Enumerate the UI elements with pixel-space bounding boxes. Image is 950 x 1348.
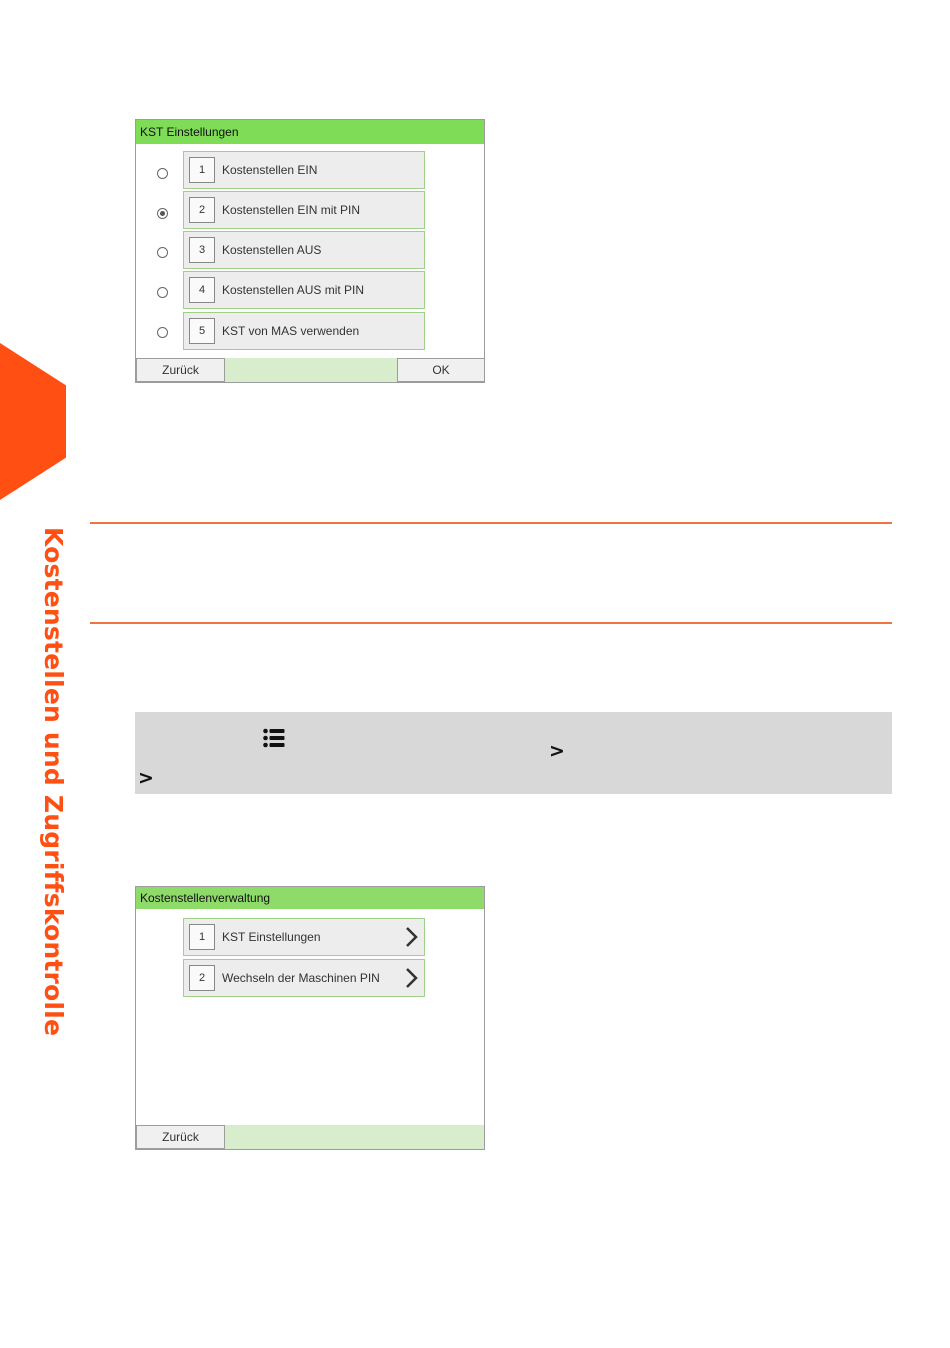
divider-bottom [90, 622, 892, 624]
path-separator: > [138, 767, 154, 789]
ok-button[interactable]: OK [397, 358, 485, 382]
option-label: Kostenstellen AUS mit PIN [222, 283, 365, 297]
menu-path-box [135, 712, 892, 794]
menu-item-machine-pin[interactable] [183, 959, 425, 997]
item-label: Wechseln der Maschinen PIN [222, 971, 380, 985]
list-menu-icon [263, 728, 285, 748]
option-label: Kostenstellen AUS [222, 243, 322, 257]
option-label: Kostenstellen EIN mit PIN [222, 203, 361, 217]
option-number: 2 [189, 197, 215, 223]
option-number: 4 [189, 277, 215, 303]
chapter-tab [0, 343, 66, 500]
chapter-title: Kostenstellen und Zugriffskontrolle [39, 527, 68, 1037]
option-kostenstellen-aus-mit-pin[interactable] [183, 271, 425, 309]
radio-option-5[interactable] [157, 327, 168, 338]
path-separator: > [549, 740, 565, 762]
option-kostenstellen-ein[interactable] [183, 151, 425, 189]
item-number: 1 [189, 924, 215, 950]
screen-title: KST Einstellungen [136, 120, 484, 144]
radio-option-1[interactable] [157, 168, 168, 179]
back-button[interactable]: Zurück [136, 358, 225, 382]
radio-option-3[interactable] [157, 247, 168, 258]
soft-key-bar [136, 1125, 484, 1149]
screen-title: Kostenstellenverwaltung [136, 887, 484, 909]
option-label: Kostenstellen EIN [222, 163, 318, 177]
menu-item-kst-einstellungen[interactable] [183, 918, 425, 956]
item-label: KST Einstellungen [222, 930, 321, 944]
option-number: 1 [189, 157, 215, 183]
radio-option-4[interactable] [157, 287, 168, 298]
back-button[interactable]: Zurück [136, 1125, 225, 1149]
kst-settings-screen [135, 119, 485, 383]
divider-top [90, 522, 892, 524]
option-label: KST von MAS verwenden [222, 324, 360, 338]
item-number: 2 [189, 965, 215, 991]
chevron-right-icon [405, 925, 418, 949]
option-number: 5 [189, 318, 215, 344]
radio-option-2[interactable] [157, 208, 168, 219]
option-kst-von-mas[interactable] [183, 312, 425, 350]
option-kostenstellen-aus[interactable] [183, 231, 425, 269]
soft-key-bar [136, 358, 484, 382]
cost-center-management-screen [135, 886, 485, 1150]
option-kostenstellen-ein-mit-pin[interactable] [183, 191, 425, 229]
chevron-right-icon [405, 966, 418, 990]
option-number: 3 [189, 237, 215, 263]
